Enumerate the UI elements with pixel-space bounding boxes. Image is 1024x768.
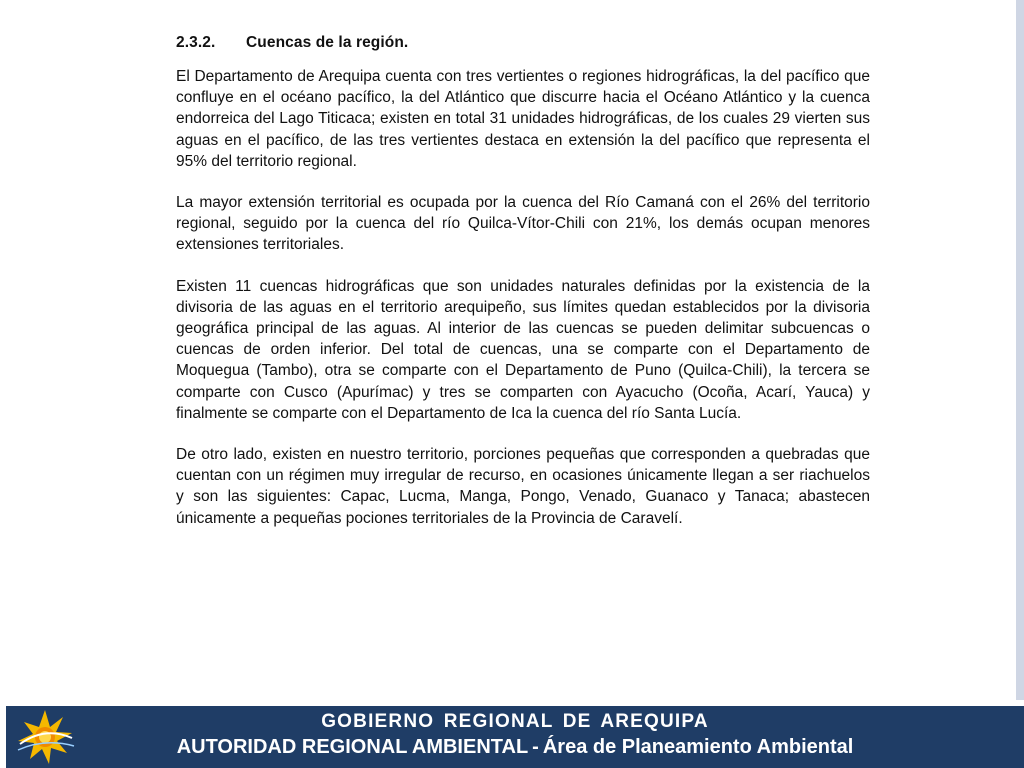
section-heading (176, 34, 870, 52)
paragraph-3: Existen 11 cuencas hidrográficas que son unidades naturales definidas por la existencia de la divisoria de las aguas en el territorio arequipeño, sus límites quedan establecidos por la divisoria geográfica principal de las aguas. Al interior de las cuencas se pueden delimitar subcuencas o cuencas de orden inferior. Del total de cuencas, una se comparte con el Departamento de Moquegua (Tambo), otra se comparte con el Departamento de Puno (Quilca-Chili), la tercera se comparte con Cusco (Apurímac) y tres se comparten con Ayacucho (Ocoña, Acarí, Yauca) y finalmente se comparte con el Departamento de Ica la cuenca del río Santa Lucía. (176, 277, 870, 422)
paragraph-2: La mayor extensión territorial es ocupada por la cuenca del Río Camaná con el 26% del territorio regional, seguido por la cuenca del río Quilca-Vítor-Chili con 21%, los demás ocupan menores extensiones territoriales. (176, 194, 870, 254)
footer-banner (6, 706, 1024, 768)
document-content (176, 34, 870, 549)
paragraph-1: El Departamento de Arequipa cuenta con tres vertientes o regiones hidrográficas, la del pacífico que confluye en el océano pacífico, la del Atlántico que discurre hacia el Océano Atlántico y la cuenca endorreica del Lago Titicaca; existen en total 31 unidades hidrográficas, de los cuales 29 vierten sus aguas en el pacífico, de las tres vertientes destaca en extensión la del pacífico que representa el 95% del territorio regional. (176, 68, 870, 170)
footer-separator-dash: - (532, 736, 539, 758)
section-title: Cuencas de la región. (246, 34, 409, 51)
footer-authority: AUTORIDAD REGIONAL AMBIENTAL (176, 736, 529, 758)
footer-area: Área de Planeamiento Ambiental (542, 736, 854, 758)
paragraph-4: De otro lado, existen en nuestro territorio, porciones pequeñas que corresponden a quebradas que cuentan con un régimen muy irregular de recurso, en ocasiones únicamente llegan a ser riachuelos y son las siguientes: Capac, Lucma, Manga, Pongo, Venado, Guanaco y Tanaca; abastecen únicamente a pequeñas pociones territoriales de la Provincia de Caravelí. (176, 446, 870, 527)
footer-title: GOBIERNO REGIONAL DE AREQUIPA (321, 711, 709, 732)
section-number: 2.3.2. (176, 34, 216, 51)
scrollbar-strip[interactable] (1016, 0, 1024, 700)
footer-subtitle (6, 736, 1024, 759)
